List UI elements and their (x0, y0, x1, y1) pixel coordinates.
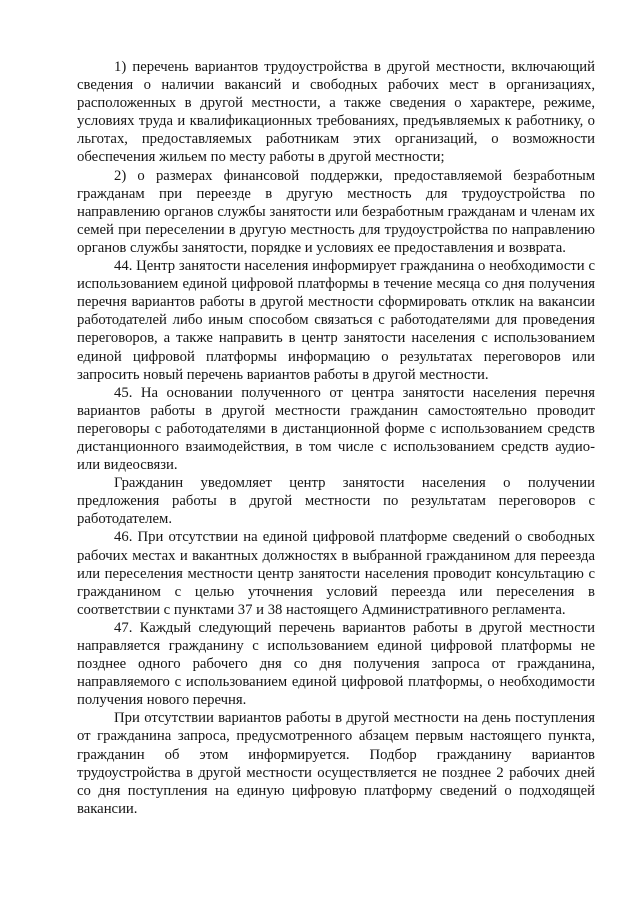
paragraph-item-1-employment-options: 1) перечень вариантов трудоустройства в другой местности, включающий сведения о наличии вакансий и свободных рабочих мест в организациях, расположенных в другой местности, а также сведения о характере, режиме, условиях труда и квалификационных требованиях, предъявляемых к работнику, о льготах, предоставляемых работникам этих организаций, о возможности обеспечения жильем по месту работы в другой местности; (77, 59, 595, 166)
paragraph-clause-47: 47. Каждый следующий перечень вариантов работы в другой местности направляется гражданину с использованием единой цифровой платформы не позднее одного рабочего дня со дня получения запроса от гражданина, направляемого с использованием единой цифровой платформы, о необходимости получения нового перечня. (77, 619, 595, 709)
document-page (77, 58, 595, 818)
paragraph-clause-46: 46. При отсутствии на единой цифровой платформе сведений о свободных рабочих местах и вакантных должностях в выбранной гражданином для переезда или переселения местности центр занятости населения проводит консультацию с гражданином с целью уточнения условий переезда или переселения в соответствии с пунктами 37 и 38 настоящего Административного регламента. (77, 529, 595, 618)
paragraph-clause-44: 44. Центр занятости населения информирует гражданина о необходимости с использованием единой цифровой платформы в течение месяца со дня получения перечня вариантов работы в другой местности сформировать отклик на вакансии работодателей либо иным способом связаться с работодателями для проведения переговоров, а также направить в центр занятости населения с использованием единой цифровой платформы информацию о результатах переговоров или запросить новый перечень вариантов работы в другой местности. (77, 258, 595, 383)
paragraph-clause-45-notification: Гражданин уведомляет центр занятости населения о получении предложения работы в другой местности по результатам переговоров с работодателем. (77, 475, 595, 528)
paragraph-clause-47-no-options: При отсутствии вариантов работы в другой местности на день поступления от гражданина запроса, предусмотренного абзацем первым настоящего пункта, гражданин об этом информируется. Подбор гражданину вариантов трудоустройства в другой местности осуществляется не позднее 2 рабочих дней со дня поступления на единую цифровую платформу сведений о подходящей вакансии. (77, 710, 595, 817)
paragraph-item-2-financial-support: 2) о размерах финансовой поддержки, предоставляемой безработным гражданам при переезде в другую местность для трудоустройства по направлению органов службы занятости или безработным гражданам и членам их семей при переселении в другую местность для трудоустройства по направлению органов службы занятости, порядке и условиях ее предоставления и возврата. (77, 167, 595, 256)
paragraph-clause-45: 45. На основании полученного от центра занятости населения перечня вариантов работы в другой местности гражданин самостоятельно проводит переговоры с работодателями в дистанционной форме с использованием средств дистанционного взаимодействия, в том числе с использованием средств аудио- или видеосвязи. (77, 384, 595, 474)
